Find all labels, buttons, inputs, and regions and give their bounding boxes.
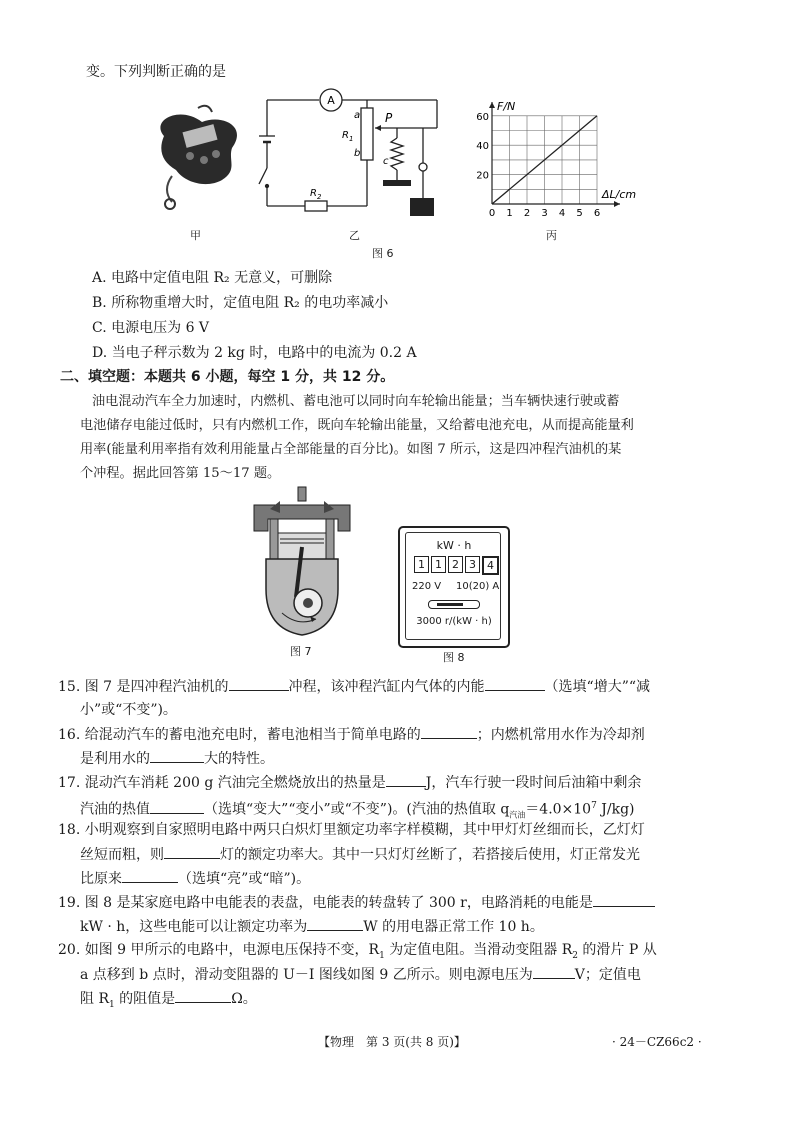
point-b-label: b bbox=[354, 148, 361, 159]
blank[interactable] bbox=[122, 868, 178, 883]
fig6-sub-label-jia: 甲 bbox=[190, 229, 201, 242]
choice-a: A. 电路中定值电阻 R₂ 无意义，可删除 bbox=[92, 270, 333, 286]
question-20-line-2: a 点移到 b 点时，滑动变阻器的 U－I 图线如图 9 乙所示。则电源电压为 V；定值电 bbox=[80, 964, 641, 985]
y-tick-label: 40 bbox=[476, 141, 489, 153]
section-title: 二、填空题：本题共 6 小题，每空 1 分，共 12 分。 bbox=[60, 369, 395, 385]
blank[interactable] bbox=[229, 676, 289, 691]
fig7-caption: 图 7 bbox=[290, 645, 312, 658]
r2-label: $R_2$ bbox=[310, 188, 322, 201]
x-tick-label: 0 bbox=[488, 208, 496, 219]
fig6-sub-label-yi: 乙 bbox=[349, 229, 360, 242]
blank[interactable] bbox=[164, 844, 220, 859]
point-c-label: c bbox=[383, 156, 389, 167]
x-tick-label: 4 bbox=[558, 208, 566, 219]
meter-digit: 1 bbox=[431, 556, 446, 573]
meter-current: 10(20) A bbox=[456, 581, 500, 592]
blank[interactable] bbox=[307, 916, 363, 931]
passage-line-2: 电池储存电能过低时，只有内燃机工作，既向车轮输出能量，又给蓄电池充电，从而提高能量利 bbox=[80, 418, 634, 433]
meter-rate: 3000 r/(kW · h) bbox=[416, 616, 492, 627]
meter-digit-decimal: 4 bbox=[482, 556, 499, 575]
x-axis-label: ΔL/cm bbox=[602, 188, 637, 201]
question-15-line-1: 15. 图 7 是四冲程汽油机的 冲程，该冲程汽缸内气体的内能 （选填“增大”“减 bbox=[58, 676, 650, 697]
y-tick-label: 20 bbox=[476, 170, 489, 182]
page-footer: 【物理 第 3 页(共 8 页)】 bbox=[318, 1035, 466, 1049]
passage-line-4: 个冲程。据此回答第 15～17 题。 bbox=[80, 466, 281, 481]
blank[interactable] bbox=[175, 988, 231, 1003]
x-tick-label: 2 bbox=[523, 208, 531, 219]
question-20-line-1: 20. 如图 9 甲所示的电路中，电源电压保持不变，$R_1$ 为定值电阻。当滑动变阻器 $R_2$ 的滑片 P 从 bbox=[58, 942, 657, 961]
electronic-scale-illustration bbox=[150, 100, 250, 215]
question-18-line-2: 丝短而粗，则 灯的额定功率大。其中一只灯灯丝断了，若搭接后使用，灯正常发光 bbox=[80, 844, 640, 865]
meter-digits bbox=[414, 556, 499, 575]
circuit-diagram bbox=[255, 88, 445, 223]
meter-digit: 3 bbox=[465, 556, 480, 573]
blank[interactable] bbox=[533, 964, 575, 979]
question-19-line-1: 19. 图 8 是某家庭电路中电能表的表盘，电能表的转盘转了 300 r，电路消耗的电能是 bbox=[58, 892, 655, 913]
fig6-sub-label-bing: 丙 bbox=[546, 229, 557, 242]
meter-disc-window bbox=[428, 600, 480, 609]
y-axis-label: F/N bbox=[497, 100, 516, 113]
blank[interactable] bbox=[150, 799, 204, 814]
question-20-line-3: 阻 $R_1$ 的阻值是 Ω。 bbox=[80, 988, 257, 1015]
question-16-line-2: 是利用水的 大的特性。 bbox=[80, 748, 274, 769]
question-15-line-2: 小”或“不变”)。 bbox=[80, 702, 177, 718]
blank[interactable] bbox=[593, 892, 655, 907]
blank[interactable] bbox=[386, 772, 426, 787]
electricity-meter bbox=[398, 526, 510, 648]
passage-line-3: 用率(能量利用率指有效利用能量占全部能量的百分比)。如图 7 所示，这是四冲程汽油机的某 bbox=[80, 442, 622, 457]
choice-b: B. 所称物重增大时，定值电阻 R₂ 的电功率减小 bbox=[92, 295, 389, 311]
question-18-line-1: 18. 小明观察到自家照明电路中两只白炽灯里额定功率字样模糊，其中甲灯灯丝细而长，乙灯灯 bbox=[58, 822, 645, 838]
x-tick-label: 5 bbox=[576, 208, 583, 219]
blank[interactable] bbox=[485, 676, 545, 691]
question-17-line-1: 17. 混动汽车消耗 200 g 汽油完全燃烧放出的热量是 J，汽车行驶一段时间后油箱中剩余 bbox=[58, 772, 641, 793]
blank[interactable] bbox=[150, 748, 204, 763]
x-tick-label: 3 bbox=[541, 208, 548, 219]
meter-voltage: 220 V bbox=[412, 581, 442, 592]
meter-digit: 2 bbox=[448, 556, 463, 573]
choice-c: C. 电源电压为 6 V bbox=[92, 320, 210, 336]
choice-d: D. 当电子秤示数为 2 kg 时，电路中的电流为 0.2 A bbox=[92, 345, 417, 361]
slider-p-label: P bbox=[385, 111, 393, 125]
question-stem-tail: 变。下列判断正确的是 bbox=[86, 64, 226, 80]
question-16-line-1: 16. 给混动汽车的蓄电池充电时，蓄电池相当于简单电路的 ；内燃机常用水作为冷却剂 bbox=[58, 724, 645, 745]
blank[interactable] bbox=[421, 724, 477, 739]
r1-label: $R_1$ bbox=[342, 130, 354, 143]
engine-cylinder-illustration bbox=[250, 485, 355, 640]
point-a-label: a bbox=[354, 110, 361, 121]
x-tick-label: 6 bbox=[593, 208, 601, 219]
passage-line-1: 油电混动汽车全力加速时，内燃机、蓄电池可以同时向车轮输出能量；当车辆快速行驶或蓄 bbox=[92, 394, 620, 409]
question-19-line-2: kW · h，这些电能可以让额定功率为 W 的用电器正常工作 10 h。 bbox=[80, 916, 544, 937]
question-18-line-3: 比原来 （选填“亮”或“暗”)。 bbox=[80, 868, 310, 889]
meter-digit: 1 bbox=[414, 556, 429, 573]
x-tick-label: 1 bbox=[506, 208, 513, 219]
force-extension-graph bbox=[470, 96, 640, 226]
ammeter-label: A bbox=[327, 94, 335, 107]
fig8-caption: 图 8 bbox=[443, 651, 465, 664]
page-code: · 24－CZ66c2 · bbox=[612, 1035, 702, 1049]
meter-unit: kW · h bbox=[436, 539, 472, 552]
fig6-caption: 图 6 bbox=[372, 247, 394, 260]
question-17-line-2: 汽油的热值 （选填“变大”“变小”或“不变”)。(汽油的热值取 $q_{汽油}=4.0\times 10^7$ J/kg) bbox=[80, 796, 635, 825]
y-tick-label: 60 bbox=[476, 111, 489, 123]
